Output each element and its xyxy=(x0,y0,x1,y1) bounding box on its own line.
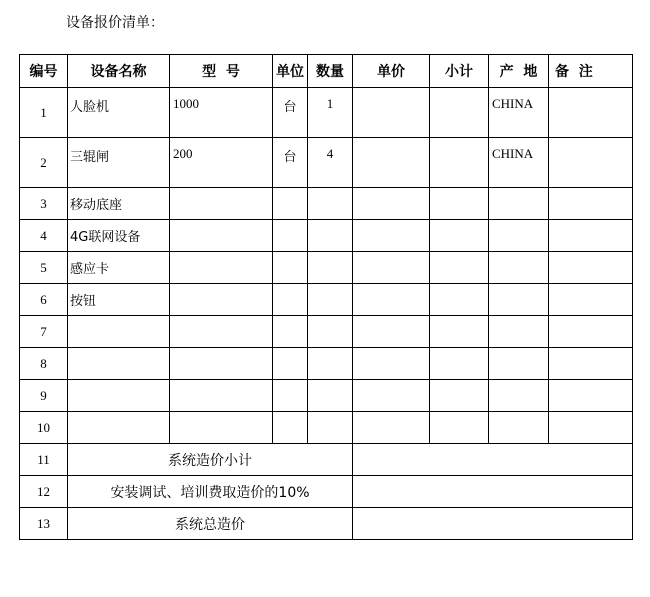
device-name-cell: 4G联网设备 xyxy=(68,220,170,252)
row-number-cell: 1 xyxy=(20,88,68,138)
unit-price-cell xyxy=(353,380,430,412)
model-cell xyxy=(170,316,273,348)
unit-price-cell xyxy=(353,88,430,138)
origin-cell xyxy=(489,284,549,316)
remark-cell xyxy=(549,88,633,138)
unit-price-cell xyxy=(353,252,430,284)
quantity-cell xyxy=(308,284,353,316)
row-number-cell: 12 xyxy=(20,476,68,508)
table-row xyxy=(20,220,633,252)
device-name-cell xyxy=(68,380,170,412)
model-cell xyxy=(170,284,273,316)
summary-row xyxy=(20,508,633,540)
unit-price-cell xyxy=(353,316,430,348)
model-cell xyxy=(170,188,273,220)
header-qty: 数量 xyxy=(308,55,353,88)
header-model: 型 号 xyxy=(170,55,273,88)
row-number-cell: 3 xyxy=(20,188,68,220)
model-cell xyxy=(170,220,273,252)
subtotal-cell xyxy=(430,88,489,138)
subtotal-cell xyxy=(430,348,489,380)
table-row xyxy=(20,138,633,188)
remark-cell xyxy=(549,316,633,348)
row-number-cell: 6 xyxy=(20,284,68,316)
unit-price-cell xyxy=(353,284,430,316)
unit-price-cell xyxy=(353,220,430,252)
row-number-cell: 8 xyxy=(20,348,68,380)
remark-cell xyxy=(549,348,633,380)
unit-price-cell xyxy=(353,348,430,380)
quantity-cell: 4 xyxy=(308,138,353,188)
model-cell xyxy=(170,252,273,284)
quantity-cell xyxy=(308,316,353,348)
table-row xyxy=(20,348,633,380)
remark-cell xyxy=(549,252,633,284)
subtotal-cell xyxy=(430,138,489,188)
model-cell xyxy=(170,380,273,412)
model-cell: 200 xyxy=(170,138,273,188)
device-name-cell: 人脸机 xyxy=(68,88,170,138)
device-name-cell: 感应卡 xyxy=(68,252,170,284)
header-row xyxy=(20,55,633,88)
quantity-cell: 1 xyxy=(308,88,353,138)
row-number-cell: 13 xyxy=(20,508,68,540)
model-cell: 1000 xyxy=(170,88,273,138)
unit-cell xyxy=(273,220,308,252)
subtotal-cell xyxy=(430,188,489,220)
document-title: 设备报价清单： xyxy=(66,15,164,31)
origin-cell: CHINA xyxy=(489,138,549,188)
row-number-cell: 2 xyxy=(20,138,68,188)
device-name-cell: 按钮 xyxy=(68,284,170,316)
summary-label-cell: 系统造价小计 xyxy=(68,444,353,476)
remark-cell xyxy=(549,138,633,188)
header-remark: 备 注 xyxy=(549,55,633,88)
header-no: 编号 xyxy=(20,55,68,88)
quantity-cell xyxy=(308,412,353,444)
remark-cell xyxy=(549,412,633,444)
summary-row xyxy=(20,444,633,476)
table-row xyxy=(20,252,633,284)
quantity-cell xyxy=(308,188,353,220)
remark-cell xyxy=(549,284,633,316)
unit-cell xyxy=(273,252,308,284)
origin-cell: CHINA xyxy=(489,88,549,138)
row-number-cell: 9 xyxy=(20,380,68,412)
quantity-cell xyxy=(308,220,353,252)
unit-cell xyxy=(273,284,308,316)
summary-value-cell xyxy=(353,444,633,476)
unit-price-cell xyxy=(353,138,430,188)
summary-label-cell: 系统总造价 xyxy=(68,508,353,540)
row-number-cell: 11 xyxy=(20,444,68,476)
header-unit: 单位 xyxy=(273,55,308,88)
unit-cell xyxy=(273,380,308,412)
remark-cell xyxy=(549,380,633,412)
row-number-cell: 7 xyxy=(20,316,68,348)
summary-value-cell xyxy=(353,476,633,508)
summary-label-cell: 安装调试、培训费取造价的10% xyxy=(68,476,353,508)
device-name-cell xyxy=(68,348,170,380)
origin-cell xyxy=(489,348,549,380)
unit-cell: 台 xyxy=(273,138,308,188)
unit-cell xyxy=(273,188,308,220)
device-name-cell xyxy=(68,412,170,444)
quotation-table xyxy=(19,54,633,540)
quantity-cell xyxy=(308,348,353,380)
origin-cell xyxy=(489,412,549,444)
quantity-cell xyxy=(308,252,353,284)
row-number-cell: 4 xyxy=(20,220,68,252)
model-cell xyxy=(170,348,273,380)
origin-cell xyxy=(489,380,549,412)
origin-cell xyxy=(489,252,549,284)
table-row xyxy=(20,284,633,316)
table-row xyxy=(20,412,633,444)
header-name: 设备名称 xyxy=(68,55,170,88)
summary-value-cell xyxy=(353,508,633,540)
row-number-cell: 5 xyxy=(20,252,68,284)
unit-cell: 台 xyxy=(273,88,308,138)
header-price: 单价 xyxy=(353,55,430,88)
header-subtotal: 小计 xyxy=(430,55,489,88)
device-name-cell: 三辊闸 xyxy=(68,138,170,188)
origin-cell xyxy=(489,220,549,252)
origin-cell xyxy=(489,188,549,220)
device-name-cell: 移动底座 xyxy=(68,188,170,220)
unit-cell xyxy=(273,316,308,348)
table-row xyxy=(20,316,633,348)
model-cell xyxy=(170,412,273,444)
header-origin: 产 地 xyxy=(489,55,549,88)
subtotal-cell xyxy=(430,316,489,348)
unit-price-cell xyxy=(353,188,430,220)
table-row xyxy=(20,88,633,138)
subtotal-cell xyxy=(430,412,489,444)
table-row xyxy=(20,380,633,412)
unit-cell xyxy=(273,412,308,444)
subtotal-cell xyxy=(430,380,489,412)
summary-row xyxy=(20,476,633,508)
row-number-cell: 10 xyxy=(20,412,68,444)
remark-cell xyxy=(549,220,633,252)
subtotal-cell xyxy=(430,220,489,252)
remark-cell xyxy=(549,188,633,220)
unit-cell xyxy=(273,348,308,380)
table-row xyxy=(20,188,633,220)
origin-cell xyxy=(489,316,549,348)
unit-price-cell xyxy=(353,412,430,444)
device-name-cell xyxy=(68,316,170,348)
subtotal-cell xyxy=(430,284,489,316)
quantity-cell xyxy=(308,380,353,412)
subtotal-cell xyxy=(430,252,489,284)
